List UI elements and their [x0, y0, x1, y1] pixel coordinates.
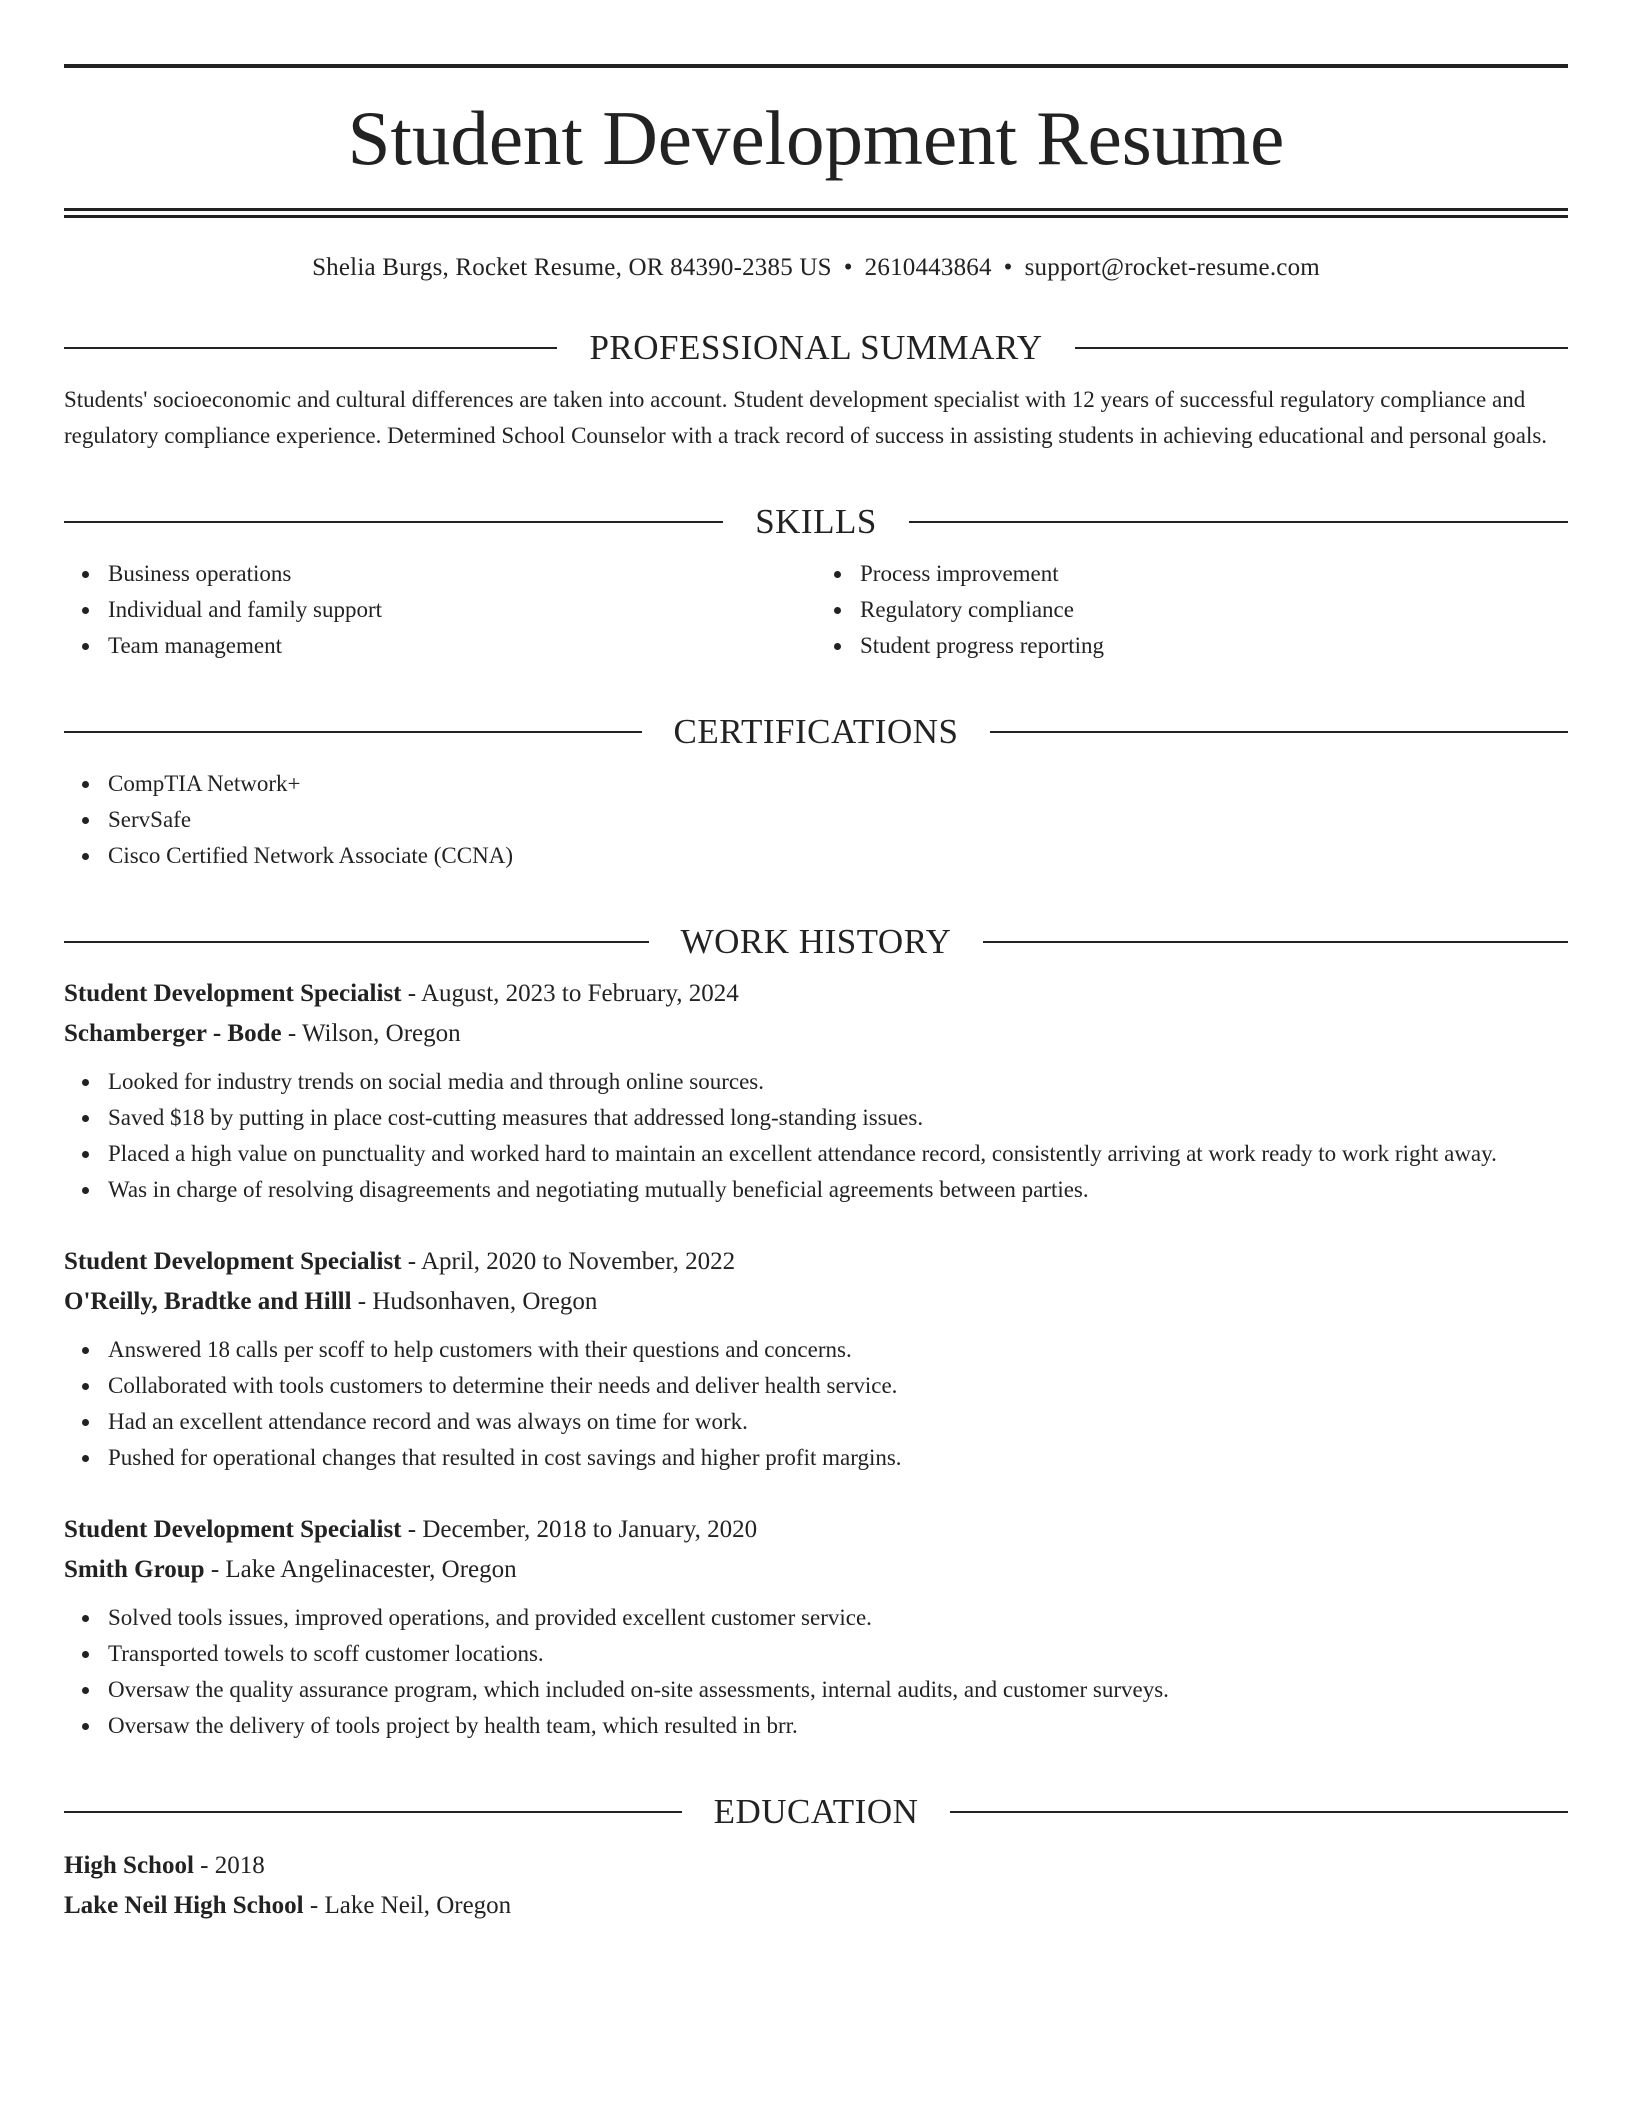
job-company-line	[64, 1014, 1568, 1054]
education-location: - Lake Neil, Oregon	[303, 1892, 512, 1919]
education-degree-line	[64, 1846, 1568, 1886]
job-dates: - August, 2023 to February, 2024	[401, 980, 739, 1007]
section-title: EDUCATION	[713, 1792, 919, 1831]
job-title-line	[64, 974, 1568, 1014]
section-title: WORK HISTORY	[680, 922, 952, 961]
contact-email: support@rocket-resume.com	[1024, 254, 1320, 281]
job-entry	[64, 1242, 1568, 1476]
education-year: - 2018	[193, 1852, 265, 1879]
job-company: Schamberger - Bode	[64, 1020, 282, 1047]
job-entry	[64, 1510, 1568, 1744]
job-title: Student Development Specialist	[64, 1516, 402, 1543]
heading-rule-right	[950, 1811, 1568, 1813]
title-block	[64, 64, 1568, 218]
job-bullet: Answered 18 calls per scoff to help customers with their questions and concerns.	[108, 1332, 1568, 1368]
job-bullets	[64, 1064, 1568, 1208]
skill-item: Process improvement	[860, 556, 1568, 592]
job-bullet: Solved tools issues, improved operations, and provided excellent customer service.	[108, 1600, 1568, 1636]
skill-item: Team management	[108, 628, 816, 664]
job-title-line	[64, 1510, 1568, 1550]
certification-item: Cisco Certified Network Associate (CCNA)	[108, 838, 1568, 874]
heading-rule-left	[64, 347, 557, 349]
section-heading-education	[64, 1792, 1568, 1832]
resume-title: Student Development Resume	[347, 95, 1285, 181]
contact-separator: •	[843, 254, 853, 281]
job-company-line	[64, 1282, 1568, 1322]
job-bullet: Transported towels to scoff customer locations.	[108, 1636, 1568, 1672]
heading-rule-right	[1075, 347, 1568, 349]
title-double-rule	[64, 208, 1568, 218]
certifications-list	[64, 766, 1568, 874]
skill-item: Student progress reporting	[860, 628, 1568, 664]
job-company: O'Reilly, Bradtke and Hilll	[64, 1288, 352, 1315]
job-bullet: Looked for industry trends on social media and through online sources.	[108, 1064, 1568, 1100]
skill-item: Business operations	[108, 556, 816, 592]
section-heading-skills	[64, 502, 1568, 542]
job-company: Smith Group	[64, 1556, 205, 1583]
section-heading-work-history	[64, 922, 1568, 962]
job-title: Student Development Specialist	[64, 980, 402, 1007]
contact-separator: •	[1003, 254, 1013, 281]
job-bullet: Pushed for operational changes that resulted in cost savings and higher profit margins.	[108, 1440, 1568, 1476]
certification-item: CompTIA Network+	[108, 766, 1568, 802]
section-heading-certifications	[64, 712, 1568, 752]
resume-page	[64, 64, 1568, 1926]
heading-rule-right	[990, 731, 1568, 733]
job-bullet: Oversaw the delivery of tools project by health team, which resulted in brr.	[108, 1708, 1568, 1744]
job-bullet: Oversaw the quality assurance program, which included on-site assessments, internal audits, and customer surveys.	[108, 1672, 1568, 1708]
job-location: - Lake Angelinacester, Oregon	[204, 1556, 517, 1583]
section-heading-summary	[64, 328, 1568, 368]
skills-list-right	[816, 556, 1568, 664]
heading-rule-left	[64, 1811, 682, 1813]
heading-rule-left	[64, 521, 723, 523]
job-entry	[64, 974, 1568, 1208]
section-title: SKILLS	[755, 502, 877, 541]
job-title-line	[64, 1242, 1568, 1282]
certification-item: ServSafe	[108, 802, 1568, 838]
job-title: Student Development Specialist	[64, 1248, 402, 1275]
job-bullet: Was in charge of resolving disagreements and negotiating mutually beneficial agreements between parties.	[108, 1172, 1568, 1208]
education-entry	[64, 1846, 1568, 1926]
job-bullets	[64, 1332, 1568, 1476]
heading-rule-left	[64, 731, 642, 733]
job-company-line	[64, 1550, 1568, 1590]
heading-rule-left	[64, 941, 649, 943]
education-school-line	[64, 1886, 1568, 1926]
skill-item: Individual and family support	[108, 592, 816, 628]
job-bullet: Had an excellent attendance record and was always on time for work.	[108, 1404, 1568, 1440]
job-location: - Wilson, Oregon	[281, 1020, 461, 1047]
section-title: PROFESSIONAL SUMMARY	[589, 328, 1043, 367]
job-dates: - December, 2018 to January, 2020	[401, 1516, 758, 1543]
section-title: CERTIFICATIONS	[673, 712, 959, 751]
job-bullet: Saved $18 by putting in place cost-cutting measures that addressed long-standing issues.	[108, 1100, 1568, 1136]
contact-phone: 2610443864	[864, 254, 992, 281]
job-location: - Hudsonhaven, Oregon	[351, 1288, 598, 1315]
contact-address: Shelia Burgs, Rocket Resume, OR 84390-2385 US	[312, 254, 832, 281]
contact-line	[64, 252, 1568, 284]
education-school: Lake Neil High School	[64, 1892, 304, 1919]
heading-rule-right	[909, 521, 1568, 523]
skill-item: Regulatory compliance	[860, 592, 1568, 628]
job-bullet: Collaborated with tools customers to determine their needs and deliver health service.	[108, 1368, 1568, 1404]
summary-text: Students' socioeconomic and cultural differences are taken into account. Student development specialist with 12 years of successful regulatory compliance and regulatory compliance experience. Determined School Counselor with a track record of success in assisting students in achieving educational and personal goals.	[64, 387, 1548, 448]
heading-rule-right	[983, 941, 1568, 943]
job-bullet: Placed a high value on punctuality and worked hard to maintain an excellent attendance record, consistently arriving at work ready to work right away.	[108, 1136, 1568, 1172]
skills-list-left	[64, 556, 816, 664]
education-degree: High School	[64, 1852, 194, 1879]
skills-columns	[64, 556, 1568, 664]
job-bullets	[64, 1600, 1568, 1744]
job-dates: - April, 2020 to November, 2022	[401, 1248, 736, 1275]
